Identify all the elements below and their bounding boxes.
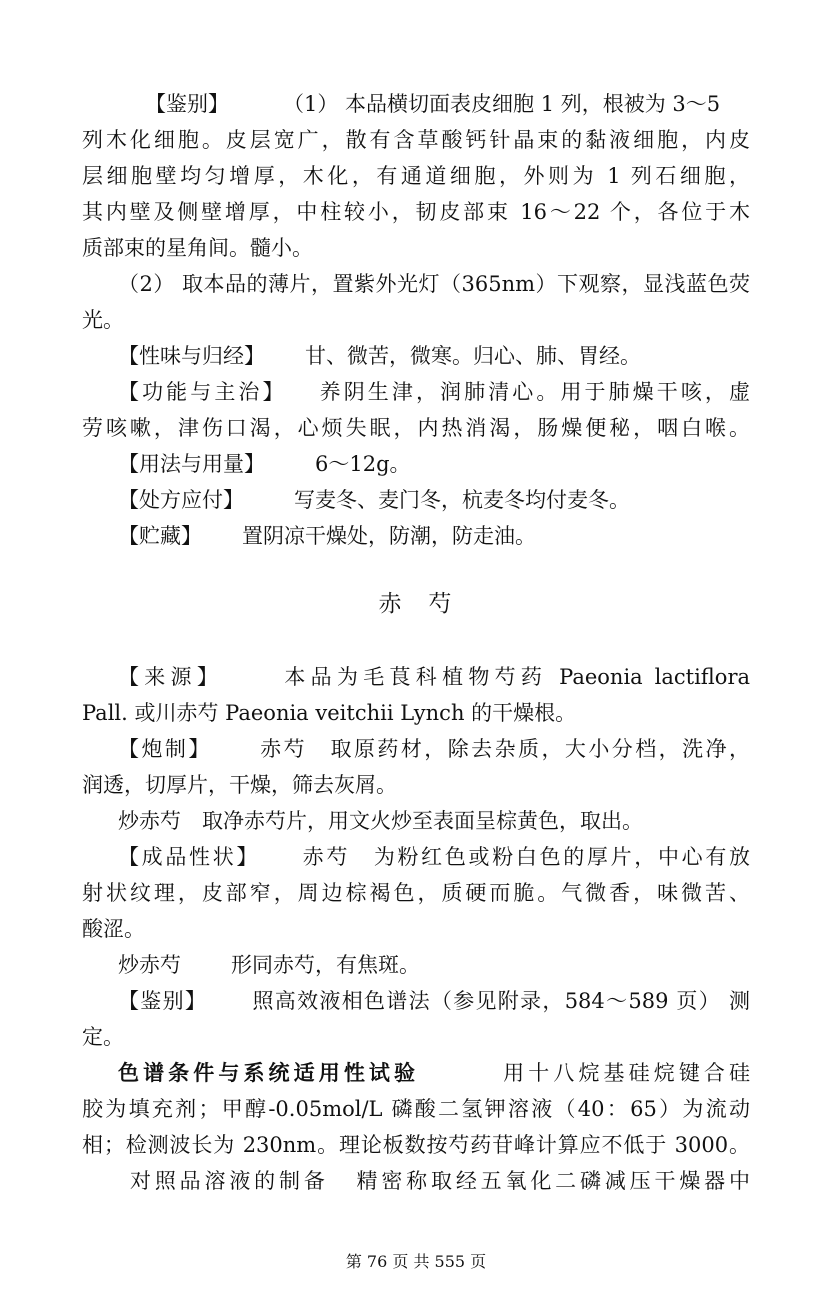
identify-para-1-line-5: 质部束的星角间。髓小。 (82, 236, 313, 260)
process-line-1: 【炮制】 赤芍 取原药材，除去杂质，大小分档，洗净， (118, 737, 751, 761)
identify-para-2-line-1: （2） 取本品的薄片，置紫外光灯（365nm）下观察，显浅蓝色荧 (118, 272, 750, 296)
identify-label: 【鉴别】 (145, 92, 229, 116)
hplc-identify-line-2: 定。 (82, 1025, 124, 1049)
chrom-line-3: 相；检测波长为 230nm。理论板数按芍药苷峰计算应不低于 3000。 (82, 1133, 750, 1157)
product-fried: 炒赤芍 形同赤芍，有焦斑。 (118, 953, 420, 977)
function-line-2: 劳咳嗽，津伤口渴，心烦失眠，内热消渴，肠燥便秘，咽白喉。 (82, 416, 750, 440)
hplc-identify-label: 【鉴别】 (118, 989, 208, 1013)
taste-meridian: 【性味与归经】 甘、微苦，微寒。归心、肺、胃经。 (118, 344, 641, 368)
function-label: 【功能与主治】 (118, 380, 287, 404)
identify-para-2-line-2: 光。 (82, 308, 124, 332)
process-label: 【炮制】 (118, 737, 212, 761)
chrom-line-2: 胶为填充剂；甲醇-0.05mol/L 磷酸二氢钾溶液（40：65）为流动 (82, 1097, 750, 1121)
product-label: 【成品性状】 (118, 845, 261, 869)
product-line-2: 射状纹理，皮部窄，周边棕褐色，质硬而脆。气微香，味微苦、 (82, 881, 750, 905)
product-line-1: 【成品性状】 赤芍 为粉红色或粉白色的厚片，中心有放 (118, 845, 751, 869)
reference-label: 对照品溶液的制备 (130, 1169, 329, 1193)
reference-solution-line: 对照品溶液的制备 精密称取经五氧化二磷减压干燥器中 (130, 1169, 751, 1193)
source-line-2: Pall. 或川赤芍 Paeonia veitchii Lynch 的干燥根。 (82, 701, 577, 725)
chrom-label: 色谱条件与系统适用性试验 (118, 1060, 420, 1085)
storage: 【贮藏】 置阴凉干燥处，防潮，防走油。 (118, 524, 536, 548)
hplc-identify-line-1: 【鉴别】 照高效液相色谱法（参见附录，584～589 页） 测 (118, 989, 751, 1013)
prescription: 【处方应付】 写麦冬、麦门冬，杭麦冬均付麦冬。 (118, 488, 630, 512)
function-line-1: 【功能与主治】 养阴生津，润肺清心。用于肺燥干咳，虚 (118, 380, 751, 404)
prescription-label: 【处方应付】 (118, 488, 244, 512)
section-title-chishao: 赤 芍 (378, 591, 454, 617)
product-line-3: 酸涩。 (82, 917, 145, 941)
identify-para-1-line-1: 【鉴别】 （1） 本品横切面表皮细胞 1 列，根被为 3～5 (145, 92, 721, 116)
page-footer: 第 76 页 共 555 页 (345, 1252, 487, 1271)
usage-dosage: 【用法与用量】 6～12g。 (118, 452, 411, 476)
identify-para-1-line-2: 列木化细胞。皮层宽广，散有含草酸钙针晶束的黏液细胞，内皮 (82, 128, 750, 152)
taste-label: 【性味与归经】 (118, 344, 265, 368)
chrom-line-1: 色谱条件与系统适用性试验 用十八烷基硅烷键合硅 (118, 1060, 751, 1085)
storage-label: 【贮藏】 (118, 524, 202, 548)
process-fried: 炒赤芍 取净赤芍片，用文火炒至表面呈棕黄色，取出。 (118, 809, 643, 833)
product-fried-name: 炒赤芍 (118, 953, 181, 977)
identify-para-1-line-3: 层细胞壁均匀增厚，木化，有通道细胞，外则为 1 列石细胞， (82, 164, 750, 188)
usage-label: 【用法与用量】 (118, 452, 265, 476)
source-label: 【来源】 (118, 665, 224, 689)
process-line-2: 润透，切厚片，干燥，筛去灰屑。 (82, 773, 397, 797)
source-line-1: 【来源】 本品为毛茛科植物芍药 Paeonia lactiflora (118, 665, 751, 689)
identify-para-1-line-4: 其内壁及侧壁增厚，中柱较小，韧皮部束 16～22 个，各位于木 (82, 200, 750, 224)
